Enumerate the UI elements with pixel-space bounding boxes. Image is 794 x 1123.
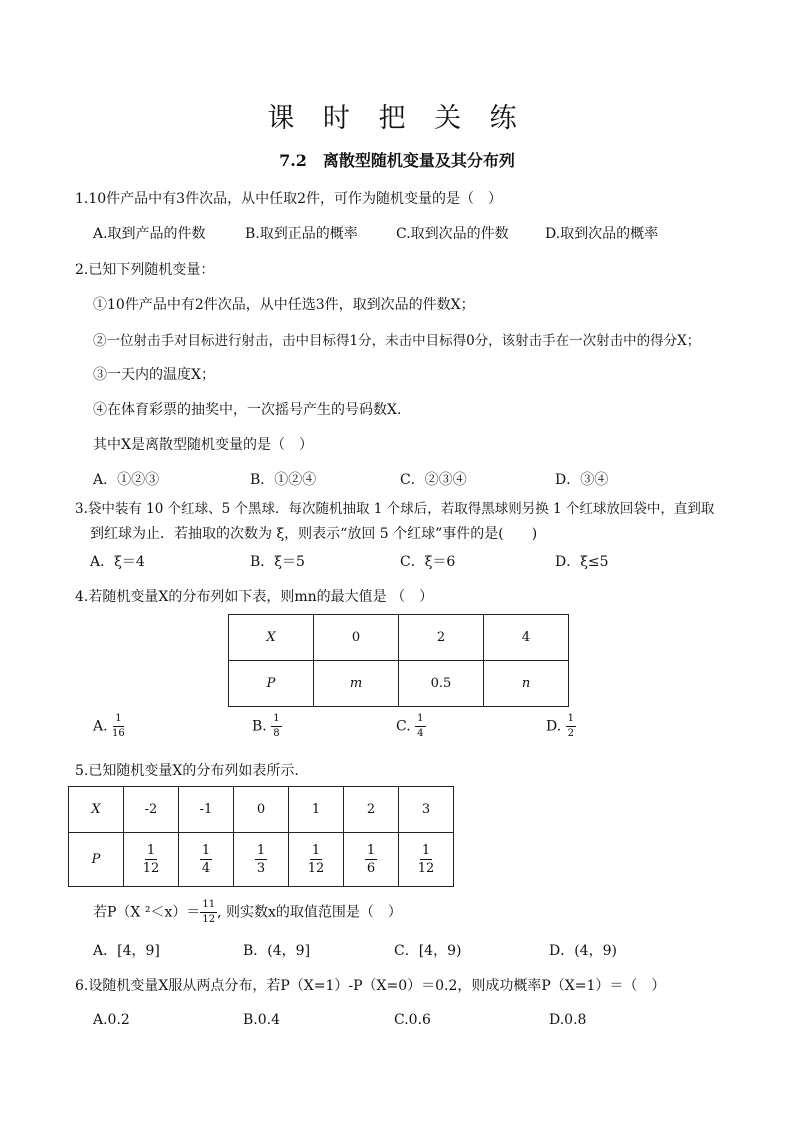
q2-item-1: ①10件产品中有2件次品，从中任选3件，取到次品的件数X；: [93, 297, 475, 313]
q5-table-cell: -2: [124, 787, 179, 833]
q4-table-cell: 0: [314, 615, 399, 661]
q4-option-b: B. $\frac{1}{8}$: [252, 713, 280, 739]
q4-option-a: A. $\frac{1}{16}$: [93, 713, 125, 739]
q5-table-cell: 2: [344, 787, 399, 833]
q2-option-c: C．②③④: [400, 472, 467, 488]
question-6-stem: 6.设随机变量X服从两点分布，若P（X=1）-P（X=0）＝0.2，则成功概率P（X=1）＝（ ）: [75, 978, 666, 994]
q1-option-a: A.取到产品的件数: [93, 226, 206, 242]
question-1-stem: 1.10件产品中有3件次品，从中任取2件，可作为随机变量的是（ ）: [75, 191, 502, 207]
q4-option-c: C. $\frac{1}{4}$: [396, 713, 424, 739]
q5-table-cell: $\frac{1}{12}$: [399, 833, 454, 887]
section-subtitle: 7.2 离散型随机变量及其分布列: [279, 151, 515, 170]
q4-table-cell: 0.5: [399, 661, 484, 707]
q5-table-cell: 3: [399, 787, 454, 833]
q3-option-a: A．ξ＝4: [90, 554, 145, 570]
q5-table-cell: $\frac{1}{12}$: [289, 833, 344, 887]
q1-option-c: C.取到次品的件数: [396, 226, 509, 242]
q4-table-cell: X: [229, 615, 314, 661]
question-4-stem: 4.若随机变量X的分布列如下表，则mn的最大值是 （ ）: [75, 589, 434, 605]
q6-option-c: C.0.6: [394, 1012, 431, 1028]
q2-item-3: ③一天内的温度X；: [93, 367, 215, 383]
q4-table-cell: 2: [399, 615, 484, 661]
q3-option-d: D．ξ≤5: [555, 554, 609, 570]
q6-option-a: A.0.2: [93, 1012, 130, 1028]
q1-option-b: B.取到正品的概率: [245, 226, 358, 242]
question-5-stem: 5.已知随机变量X的分布列如表所示.: [75, 763, 299, 779]
q3-option-b: B．ξ＝5: [250, 554, 305, 570]
q6-option-d: D.0.8: [549, 1012, 587, 1028]
q5-table-cell: -1: [179, 787, 234, 833]
q2-option-a: A．①②③: [93, 472, 160, 488]
q2-item-4: ④在体育彩票的抽奖中，一次摇号产生的号码数X.: [93, 402, 402, 418]
page-title: 课 时 把 关 练: [267, 103, 527, 134]
q5-table-cell: $\frac{1}{4}$: [179, 833, 234, 887]
q4-table-cell: 4: [484, 615, 569, 661]
q2-item-2: ②一位射击手对目标进行射击，击中目标得1分，未击中目标得0分，该射击手在一次射击中的得分X；: [93, 333, 701, 349]
q4-table-cell: n: [484, 661, 569, 707]
q3-option-c: C．ξ＝6: [400, 554, 456, 570]
q5-distribution-table: [68, 786, 454, 887]
q1-option-d: D.取到次品的概率: [545, 226, 659, 242]
q2-option-b: B．①②④: [250, 472, 317, 488]
q5-option-c: C．[4，9): [394, 943, 462, 959]
q5-table-cell: 0: [234, 787, 289, 833]
q5-option-d: D．(4，9): [549, 943, 617, 959]
q5-table-cell: X: [69, 787, 124, 833]
q4-distribution-table: [228, 614, 569, 707]
q2-question: 其中X是离散型随机变量的是（ ）: [93, 437, 313, 453]
q5-condition: 若P（X ²＜x）＝ $\frac{11}{12}$ , 则实数x的取值范围是（ ）: [93, 899, 402, 925]
q5-option-a: A．[4，9]: [93, 943, 160, 959]
q5-table-cell: 1: [289, 787, 344, 833]
q6-option-b: B.0.4: [243, 1012, 281, 1028]
q5-table-cell: $\frac{1}{3}$: [234, 833, 289, 887]
q5-table-cell: $\frac{1}{12}$: [124, 833, 179, 887]
q5-option-b: B．(4，9]: [243, 943, 311, 959]
question-3-line-2: 到红球为止．若抽取的次数为 ξ，则表示“放回 5 个红球”事件的是( ): [90, 526, 538, 542]
q5-table-cell: P: [69, 833, 124, 887]
question-3-line-1: 3.袋中装有 10 个红球、5 个黑球．每次随机抽取 1 个球后，若取得黑球则另换 1 个红球放回袋中，直到取: [75, 501, 715, 517]
question-2-stem: 2.已知下列随机变量：: [75, 262, 215, 278]
q4-table-cell: P: [229, 661, 314, 707]
q5-table-cell: $\frac{1}{6}$: [344, 833, 399, 887]
q4-option-d: D. $\frac{1}{2}$: [546, 713, 575, 739]
q4-table-cell: m: [314, 661, 399, 707]
q2-option-d: D．③④: [555, 472, 609, 488]
